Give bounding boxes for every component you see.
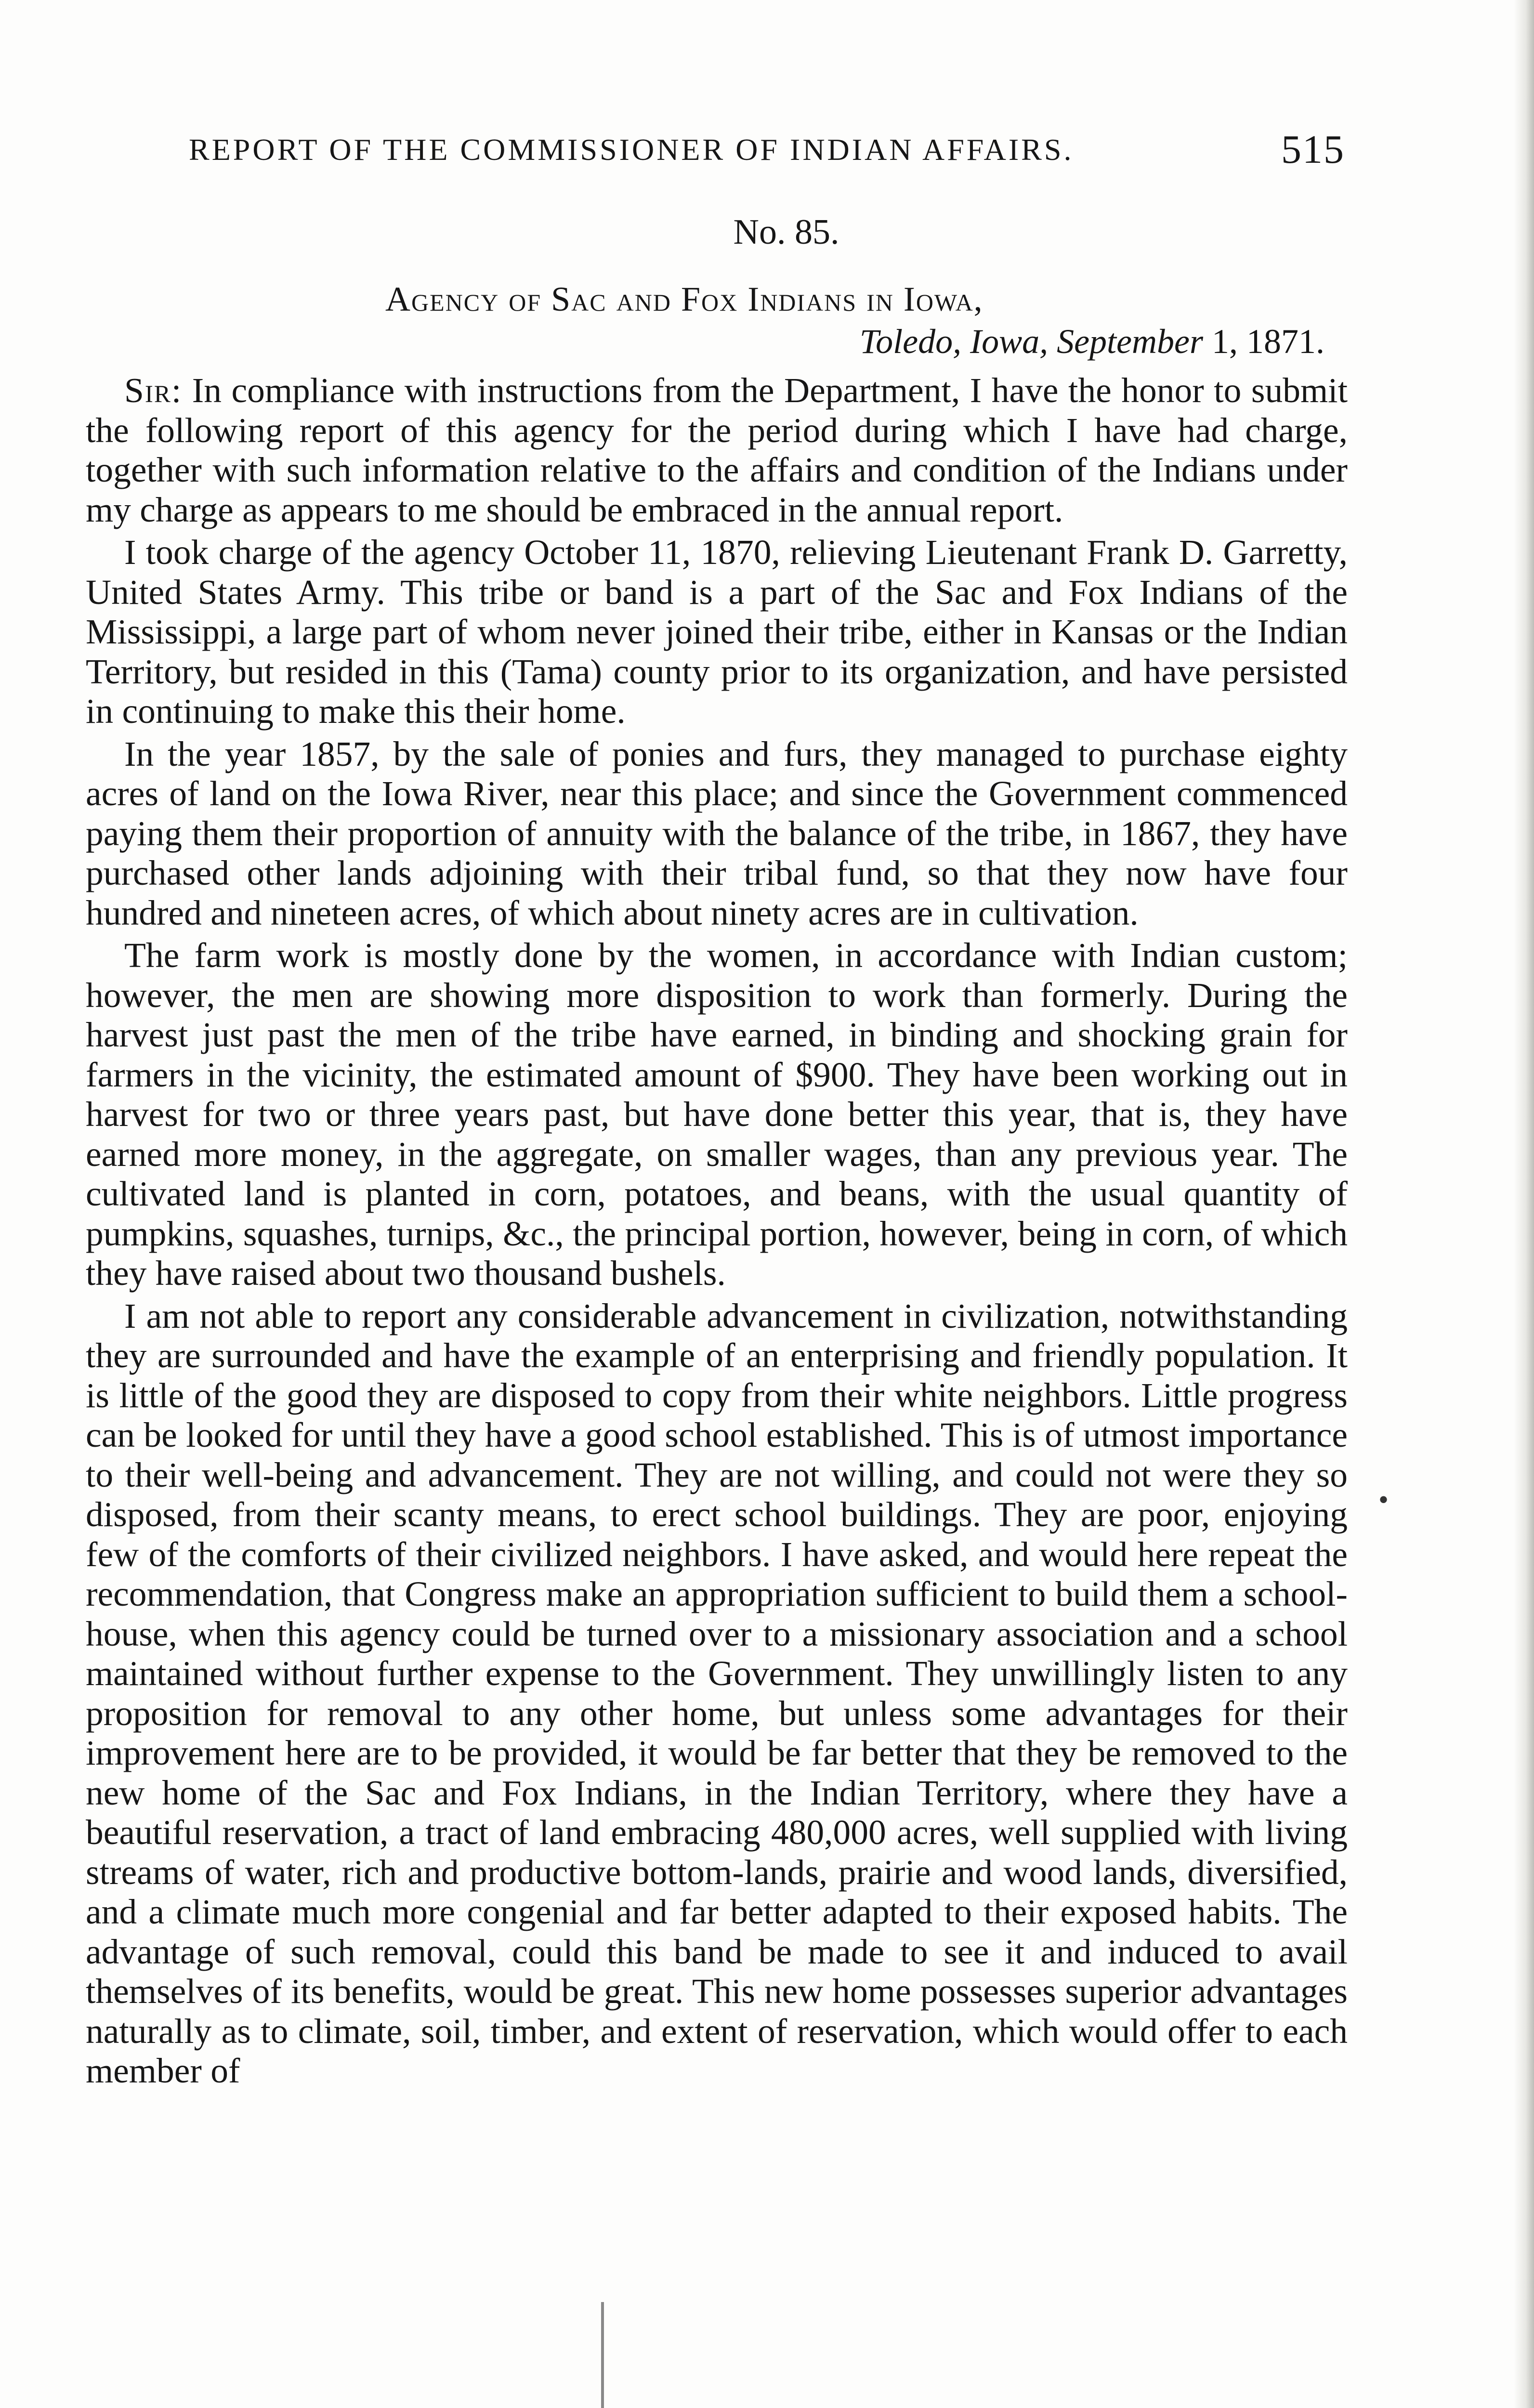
paragraph-2: I took charge of the agency October 11, 1870, relieving Lieutenant Frank D. Garretty, United States Army. This tribe or band is a part of the Sac and Fox Indians of the Mississippi, a large part of whom never joined their tribe, either in Kansas or the Indian Territory, but resided in this (Tama) county prior to its organization, and have persisted in continuing to make this their home. [86,533,1348,731]
stray-dot-mark: • [1378,1484,1389,1516]
paragraph-1-text: In compliance with instructions from the Department, I have the honor to submit the following report of this agency for the period during which I have had charge, together with such information relative to the affairs and condition of the Indians under my charge as appears to me should be embraced in the annual report. [86,371,1348,529]
salutation: Sir: [124,371,183,410]
document-number: No. 85. [733,212,839,252]
page-number: 515 [1281,127,1345,172]
paragraph-1 [86,371,1348,530]
dateline-date: 1, 1871. [1203,322,1324,361]
running-title: REPORT OF THE COMMISSIONER OF INDIAN AFFAIRS. [189,132,1074,167]
dateline [860,322,1324,362]
paragraph-4: The farm work is mostly done by the women, in accordance with Indian custom; however, the men are showing more disposition to work than formerly. During the harvest just past the men of the tribe have earned, in binding and shocking grain for farmers in the vicinity, the estimated amount of $900. They have been working out in harvest for two or three years past, but have done better this year, that is, they have earned more money, in the aggregate, on smaller wages, than any previous year. The cultivated land is planted in corn, potatoes, and beans, with the usual quantity of pumpkins, squashes, turnips, &c., the principal portion, however, being in corn, of which they have raised about two thousand bushels. [86,936,1348,1293]
binding-crease [601,2302,604,2408]
page-edge-shadow [1514,0,1534,2408]
running-head [189,126,1345,179]
paragraph-3: In the year 1857, by the sale of ponies and furs, they managed to purchase eighty acres of land on the Iowa River, near this place; and since the Government commenced paying them their proportion of annuity with the balance of the tribe, in 1867, they have purchased other lands adjoining with their tribal fund, so that they now have four hundred and nineteen acres, of which about ninety acres are in cultivation. [86,734,1348,932]
paragraph-5: I am not able to report any considerable advancement in civilization, notwithstanding they are surrounded and have the example of an enterprising and friendly population. It is little of the good they are disposed to copy from their white neighbors. Little progress can be looked for until they have a good school established. This is of utmost importance to their well-being and advancement. They are not willing, and could not were they so disposed, from their scanty means, to erect school buildings. They are poor, enjoying few of the comforts of their civilized neighbors. I have asked, and would here repeat the recommendation, that Congress make an appropriation sufficient to build them a school-house, when this agency could be turned over to a missionary association and a school maintained without further expense to the Government. They unwillingly listen to any proposition for removal to any other home, but unless some advantages for their improvement here are to be provided, it would be far better that they be removed to the new home of the Sac and Fox Indians, in the Indian Territory, where they have a beautiful reservation, a tract of land embracing 480,000 acres, well supplied with living streams of water, rich and productive bottom-lands, prairie and wood lands, diversified, and a climate much more congenial and far better adapted to their exposed habits. The advantage of such removal, could this band be made to see it and induced to avail themselves of its benefits, would be great. This new home possesses superior advantages naturally as to climate, soil, timber, and extent of reservation, which would offer to each member of [86,1296,1348,2090]
agency-heading: Agency of Sac and Fox Indians in Iowa, [385,280,983,318]
dateline-place: Toledo, Iowa, September [859,322,1203,361]
letter-body [86,371,1348,2091]
letter-heading [385,279,1324,376]
